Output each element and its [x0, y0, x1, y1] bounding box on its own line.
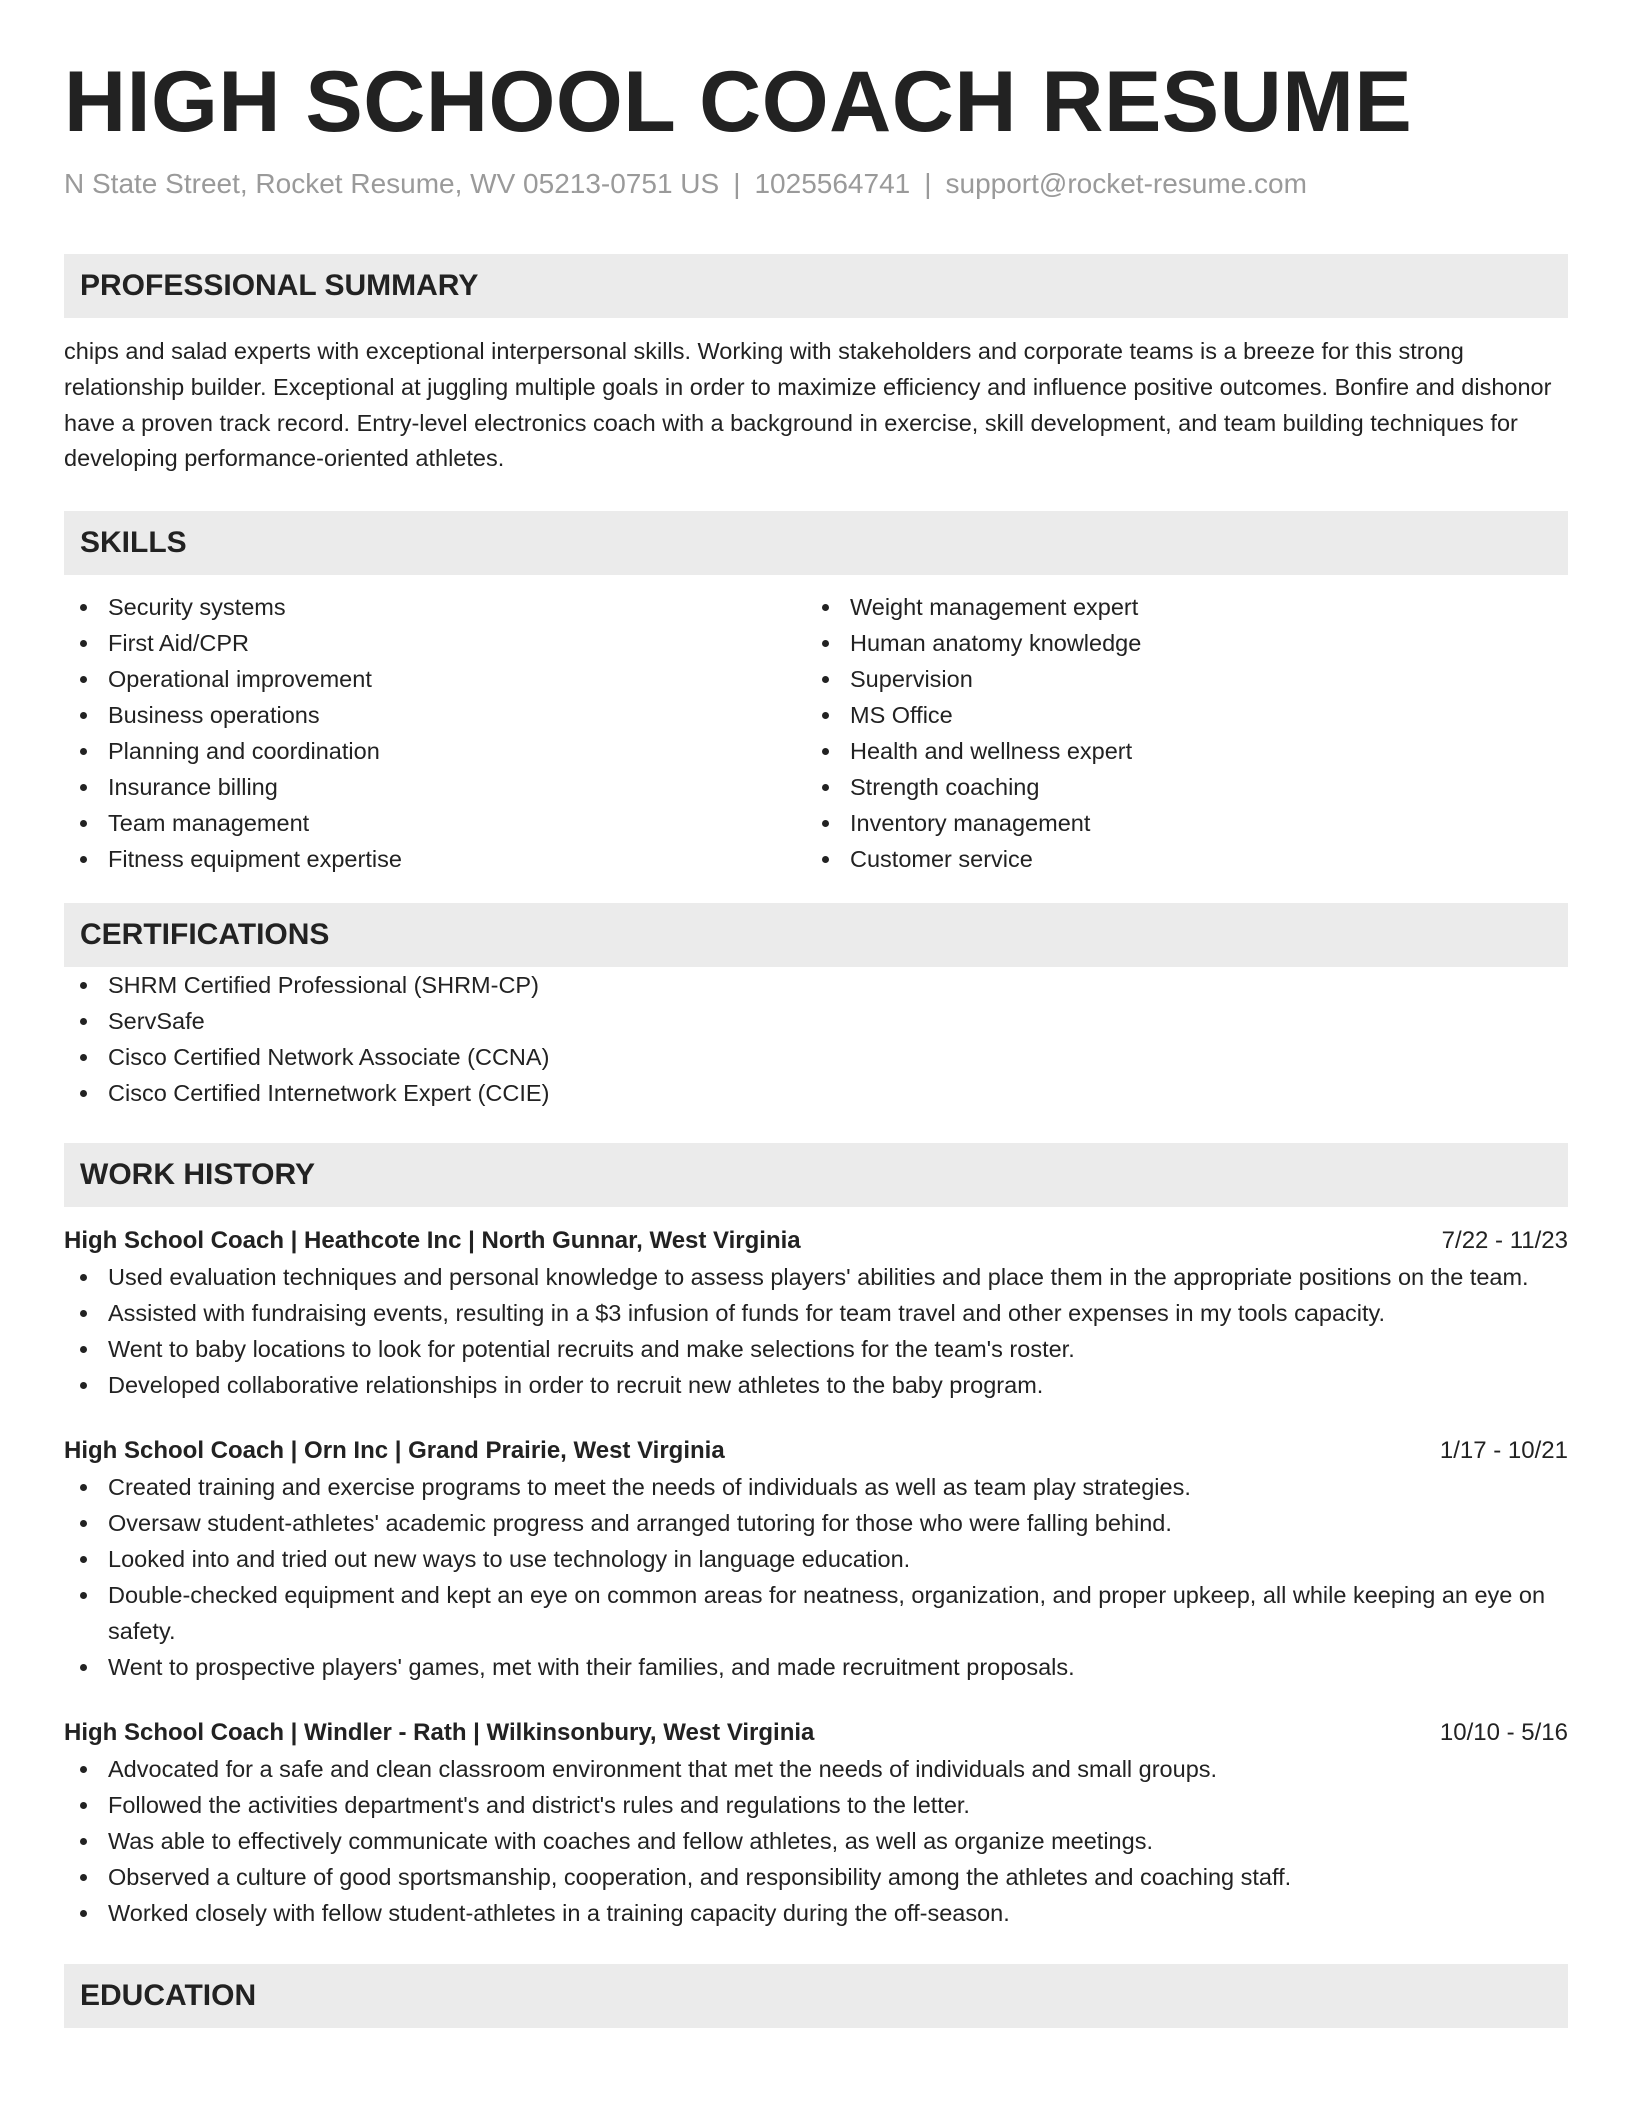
contact-email: support@rocket-resume.com — [945, 168, 1307, 199]
job-bullet: Created training and exercise programs to meet the needs of individuals as well as team play strategies. — [64, 1469, 1568, 1505]
job-bullets — [64, 1751, 1568, 1931]
job-title: High School Coach | Windler - Rath | Wilkinsonbury, West Virginia — [64, 1719, 815, 1747]
skill-item: Business operations — [64, 697, 806, 733]
summary-text: chips and salad experts with exceptional interpersonal skills. Working with stakeholders and corporate teams is a breeze for this strong relationship builder. Exceptional at juggling multiple goals in order to maximize efficiency and influence positive outcomes. Bonfire and dishonor have a proven track record. Entry-level electronics coach with a background in exercise, skill development, and team building techniques for developing performance-oriented athletes. — [64, 338, 1552, 472]
section-heading-skills: SKILLS — [64, 511, 1568, 575]
certification-item: ServSafe — [64, 1003, 1568, 1039]
job-bullet: Developed collaborative relationships in order to recruit new athletes to the baby program. — [64, 1367, 1568, 1403]
job-bullet: Went to prospective players' games, met with their families, and made recruitment proposals. — [64, 1649, 1568, 1685]
skill-item: Health and wellness expert — [806, 733, 1548, 769]
contact-phone: 1025564741 — [754, 168, 911, 199]
job-dates: 10/10 - 5/16 — [1439, 1719, 1568, 1747]
job-bullets — [64, 1469, 1568, 1685]
certifications-list — [64, 967, 1568, 1111]
section-heading-certifications: CERTIFICATIONS — [64, 903, 1568, 967]
job-title: High School Coach | Heathcote Inc | North Gunnar, West Virginia — [64, 1227, 801, 1255]
job-header — [64, 1715, 1568, 1751]
job-bullet: Observed a culture of good sportsmanship, cooperation, and responsibility among the athletes and coaching staff. — [64, 1859, 1568, 1895]
job-entry — [64, 1433, 1568, 1685]
skill-item: Strength coaching — [806, 769, 1548, 805]
skill-item: Insurance billing — [64, 769, 806, 805]
job-dates: 7/22 - 11/23 — [1441, 1227, 1568, 1255]
skill-item: Team management — [64, 805, 806, 841]
job-entry — [64, 1715, 1568, 1931]
contact-separator: | — [733, 168, 741, 199]
certification-item: Cisco Certified Network Associate (CCNA) — [64, 1039, 1568, 1075]
resume-page — [64, 0, 1568, 2028]
resume-title: HIGH SCHOOL COACH RESUME — [64, 54, 1413, 150]
section-heading-education: EDUCATION — [64, 1964, 1568, 2028]
job-bullet: Was able to effectively communicate with coaches and fellow athletes, as well as organize meetings. — [64, 1823, 1568, 1859]
skill-item: Inventory management — [806, 805, 1548, 841]
skill-item: Security systems — [64, 589, 806, 625]
skills-list-right — [806, 589, 1548, 877]
job-title: High School Coach | Orn Inc | Grand Prairie, West Virginia — [64, 1437, 725, 1465]
job-bullet: Looked into and tried out new ways to use technology in language education. — [64, 1541, 1568, 1577]
skill-item: First Aid/CPR — [64, 625, 806, 661]
skill-item: Human anatomy knowledge — [806, 625, 1548, 661]
skill-item: Planning and coordination — [64, 733, 806, 769]
skill-item: Weight management expert — [806, 589, 1548, 625]
section-heading-work-history: WORK HISTORY — [64, 1143, 1568, 1207]
skills-list-left — [64, 589, 806, 877]
contact-line — [64, 166, 1568, 202]
contact-address: N State Street, Rocket Resume, WV 05213-0751 US — [64, 168, 720, 199]
job-bullets — [64, 1259, 1568, 1403]
skill-item: MS Office — [806, 697, 1548, 733]
job-dates: 1/17 - 10/21 — [1439, 1437, 1568, 1465]
section-heading-summary: PROFESSIONAL SUMMARY — [64, 254, 1568, 318]
job-bullet: Worked closely with fellow student-athletes in a training capacity during the off-season. — [64, 1895, 1568, 1931]
job-bullet: Went to baby locations to look for potential recruits and make selections for the team's roster. — [64, 1331, 1568, 1367]
job-bullet: Double-checked equipment and kept an eye on common areas for neatness, organization, and proper upkeep, all while keeping an eye on safety. — [64, 1577, 1568, 1649]
job-bullet: Followed the activities department's and district's rules and regulations to the letter. — [64, 1787, 1568, 1823]
job-bullet: Advocated for a safe and clean classroom environment that met the needs of individuals and small groups. — [64, 1751, 1568, 1787]
skill-item: Customer service — [806, 841, 1548, 877]
job-bullet: Oversaw student-athletes' academic progress and arranged tutoring for those who were falling behind. — [64, 1505, 1568, 1541]
skill-item: Operational improvement — [64, 661, 806, 697]
job-header — [64, 1433, 1568, 1469]
contact-separator: | — [924, 168, 932, 199]
certification-item: Cisco Certified Internetwork Expert (CCIE) — [64, 1075, 1568, 1111]
job-bullet: Used evaluation techniques and personal knowledge to assess players' abilities and place them in the appropriate positions on the team. — [64, 1259, 1568, 1295]
certification-item: SHRM Certified Professional (SHRM-CP) — [64, 967, 1568, 1003]
job-header — [64, 1223, 1568, 1259]
skills-grid — [64, 589, 1568, 877]
job-entry — [64, 1223, 1568, 1403]
skill-item: Fitness equipment expertise — [64, 841, 806, 877]
skill-item: Supervision — [806, 661, 1548, 697]
job-bullet: Assisted with fundraising events, resulting in a $3 infusion of funds for team travel and other expenses in my tools capacity. — [64, 1295, 1568, 1331]
